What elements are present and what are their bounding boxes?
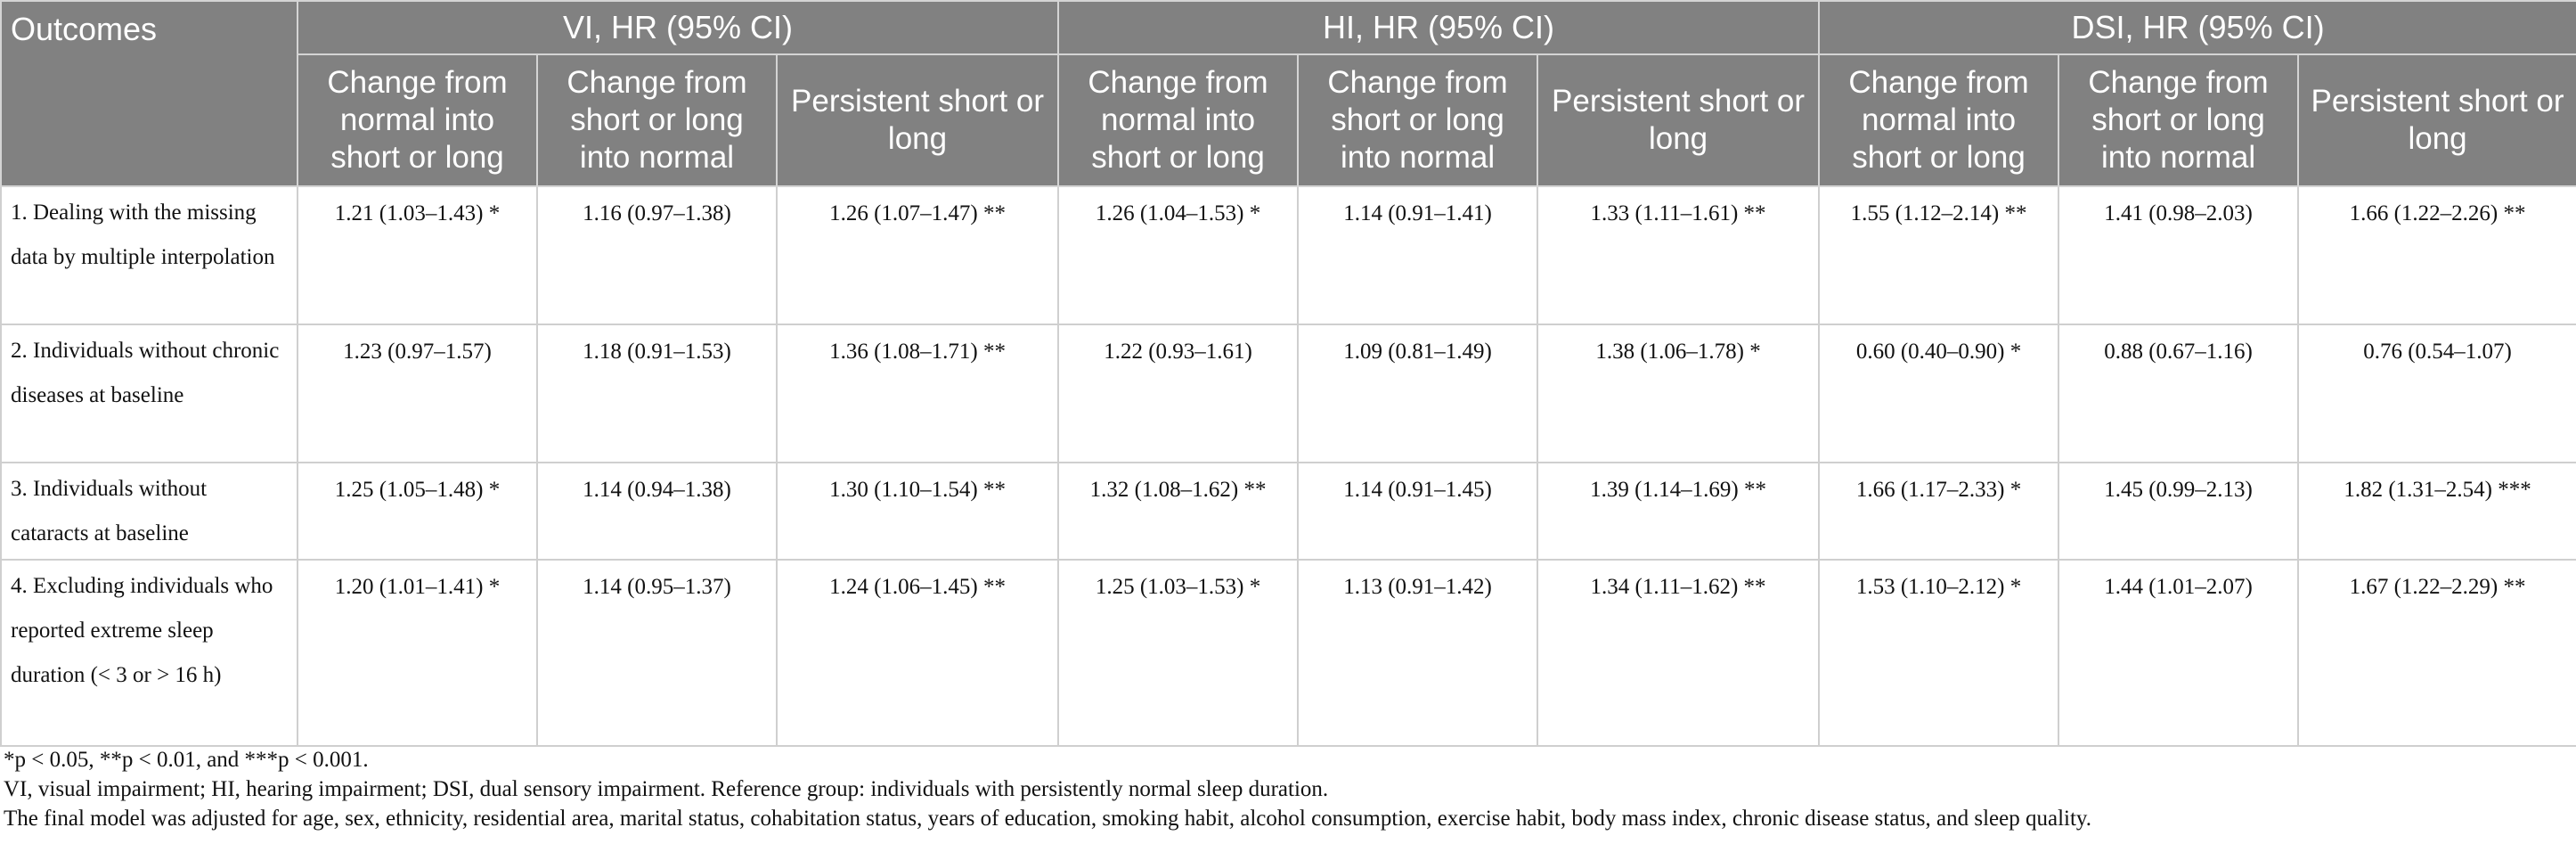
hr-cell: 1.45 (0.99–2.13) [2058,463,2298,560]
hr-cell: 1.09 (0.81–1.49) [1298,324,1537,463]
dsi-normal-to-short-long-header: Change from normal into short or long [1819,54,2058,186]
outcome-label: 2. Individuals without chronic diseases at baseline [1,324,298,463]
hr-cell: 1.26 (1.07–1.47) ** [777,186,1058,324]
hr-cell: 1.33 (1.11–1.61) ** [1537,186,1819,324]
hi-short-long-to-normal-header: Change from short or long into normal [1298,54,1537,186]
hr-cell: 1.66 (1.17–2.33) * [1819,463,2058,560]
hr-cell: 1.14 (0.95–1.37) [537,560,777,746]
hr-cell: 1.34 (1.11–1.62) ** [1537,560,1819,746]
hr-cell: 1.14 (0.94–1.38) [537,463,777,560]
hr-cell: 1.32 (1.08–1.62) ** [1058,463,1298,560]
hi-persistent-header: Persistent short or long [1537,54,1819,186]
vi-normal-to-short-long-header: Change from normal into short or long [298,54,537,186]
hr-cell: 1.22 (0.93–1.61) [1058,324,1298,463]
hr-cell: 1.20 (1.01–1.41) * [298,560,537,746]
abbreviation-footnote: VI, visual impairment; HI, hearing impairment; DSI, dual sensory impairment. Reference group: individuals with persistently normal sleep duration. [4,777,1329,801]
vi-group-header: VI, HR (95% CI) [298,1,1058,54]
header-group-row [1,1,2576,54]
hr-cell: 1.66 (1.22–2.26) ** [2298,186,2576,324]
vi-persistent-header: Persistent short or long [777,54,1058,186]
hr-cell: 1.25 (1.03–1.53) * [1058,560,1298,746]
hr-cell: 1.18 (0.91–1.53) [537,324,777,463]
hr-cell: 1.55 (1.12–2.14) ** [1819,186,2058,324]
outcome-label: 4. Excluding individuals who reported extreme sleep duration (< 3 or > 16 h) [1,560,298,746]
hr-cell: 1.25 (1.05–1.48) * [298,463,537,560]
vi-short-long-to-normal-header: Change from short or long into normal [537,54,777,186]
hr-cell: 1.41 (0.98–2.03) [2058,186,2298,324]
hr-cell: 1.14 (0.91–1.45) [1298,463,1537,560]
hr-cell: 1.23 (0.97–1.57) [298,324,537,463]
hr-cell: 1.21 (1.03–1.43) * [298,186,537,324]
outcome-label: 1. Dealing with the missing data by multiple interpolation [1,186,298,324]
table-row [1,463,2576,560]
hr-cell: 1.24 (1.06–1.45) ** [777,560,1058,746]
header-subcolumn-row [1,54,2576,186]
dsi-short-long-to-normal-header: Change from short or long into normal [2058,54,2298,186]
hi-group-header: HI, HR (95% CI) [1058,1,1819,54]
hr-cell: 0.88 (0.67–1.16) [2058,324,2298,463]
hr-cell: 1.67 (1.22–2.29) ** [2298,560,2576,746]
outcomes-header: Outcomes [1,1,298,186]
significance-footnote: *p < 0.05, **p < 0.01, and ***p < 0.001. [4,748,369,772]
outcome-label: 3. Individuals without cataracts at baseline [1,463,298,560]
table-row [1,324,2576,463]
hr-cell: 1.44 (1.01–2.07) [2058,560,2298,746]
hr-cell: 1.38 (1.06–1.78) * [1537,324,1819,463]
hr-cell: 1.16 (0.97–1.38) [537,186,777,324]
hr-cell: 1.30 (1.10–1.54) ** [777,463,1058,560]
hr-cell: 1.26 (1.04–1.53) * [1058,186,1298,324]
table-footnotes [4,747,2569,832]
dsi-persistent-header: Persistent short or long [2298,54,2576,186]
hi-normal-to-short-long-header: Change from normal into short or long [1058,54,1298,186]
dsi-group-header: DSI, HR (95% CI) [1819,1,2576,54]
hr-cell: 1.39 (1.14–1.69) ** [1537,463,1819,560]
adjustment-footnote: The final model was adjusted for age, sex, ethnicity, residential area, marital status, cohabitation status, years of education, smoking habit, alcohol consumption, exercise habit, body mass index, chronic disease status, and sleep quality. [4,807,2092,831]
hr-cell: 1.82 (1.31–2.54) *** [2298,463,2576,560]
table-row [1,560,2576,746]
table-row [1,186,2576,324]
hr-cell: 1.36 (1.08–1.71) ** [777,324,1058,463]
hr-cell: 1.14 (0.91–1.41) [1298,186,1537,324]
hr-cell: 1.13 (0.91–1.42) [1298,560,1537,746]
hr-cell: 1.53 (1.10–2.12) * [1819,560,2058,746]
hr-cell: 0.60 (0.40–0.90) * [1819,324,2058,463]
hr-cell: 0.76 (0.54–1.07) [2298,324,2576,463]
